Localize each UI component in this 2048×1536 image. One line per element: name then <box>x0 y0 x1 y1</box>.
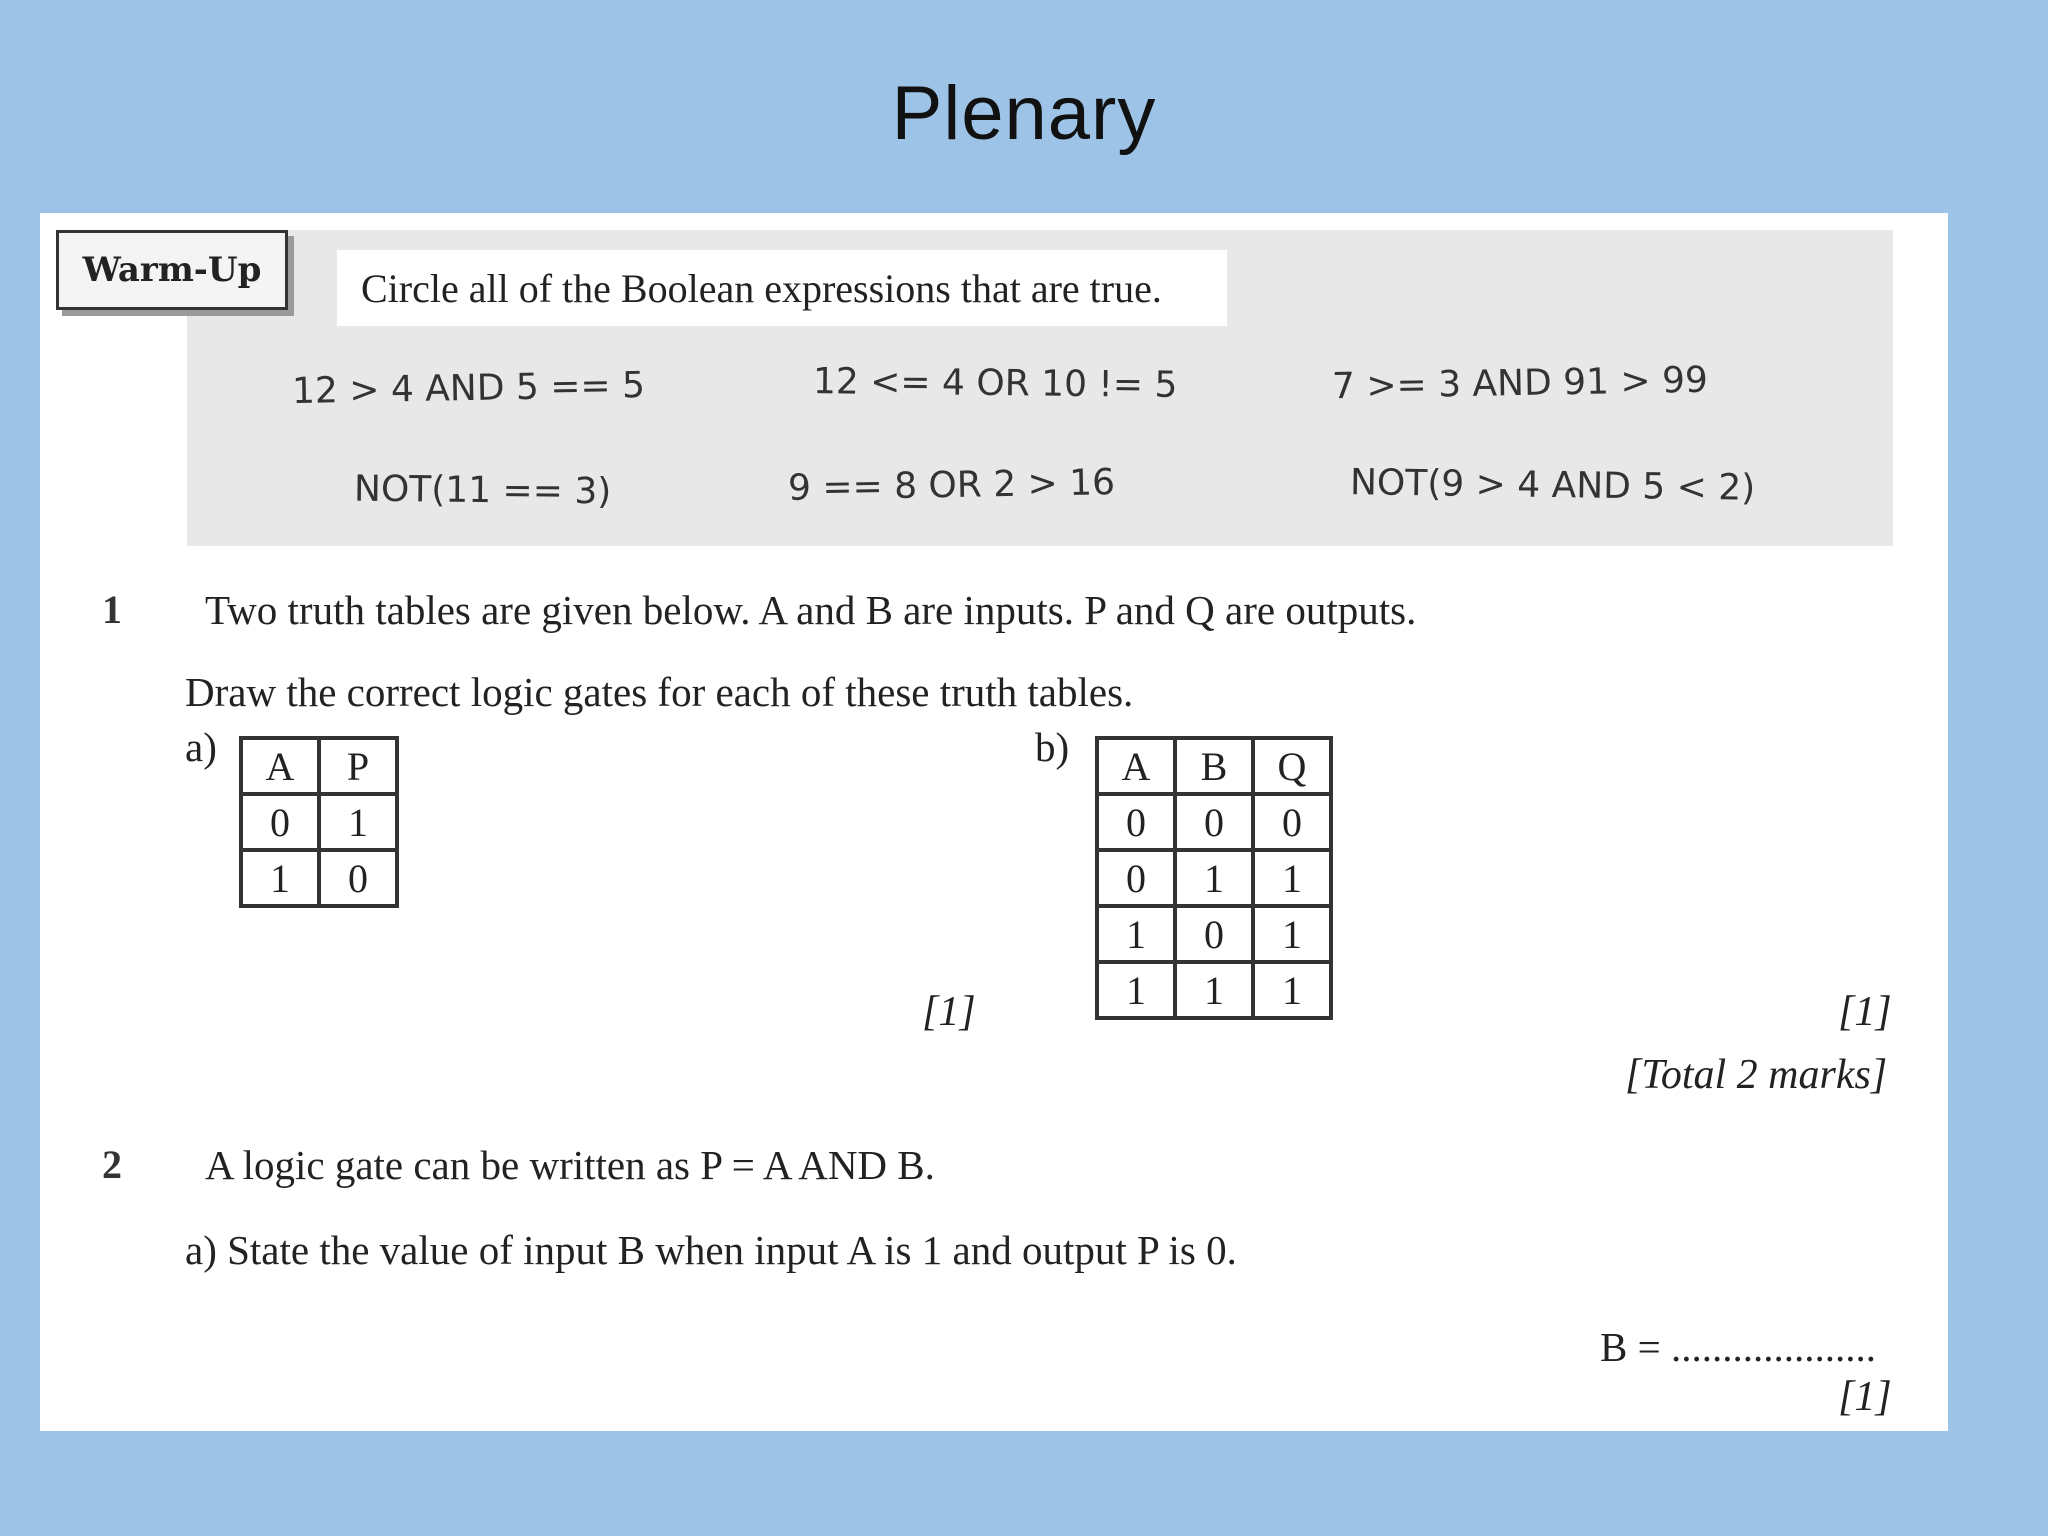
table-a-header-cell: A <box>241 738 319 794</box>
table-b-cell: 0 <box>1097 850 1175 906</box>
table-b-cell: 1 <box>1175 962 1253 1018</box>
table-a-cell: 1 <box>319 794 397 850</box>
expression-4[interactable]: NOT(11 == 3) <box>353 468 612 513</box>
table-a-row <box>241 794 397 850</box>
table-b-cell: 1 <box>1097 906 1175 962</box>
answer-line[interactable]: B = .................... <box>1600 1324 1876 1370</box>
table-a-cell: 1 <box>241 850 319 906</box>
table-b-row <box>1097 794 1331 850</box>
expression-5[interactable]: 9 == 8 OR 2 > 16 <box>787 462 1116 509</box>
worksheet <box>40 213 1948 1431</box>
table-b-header-cell: A <box>1097 738 1175 794</box>
table-b-row <box>1097 962 1331 1018</box>
table-b-cell: 0 <box>1175 906 1253 962</box>
table-b-cell: 1 <box>1175 850 1253 906</box>
expression-6[interactable]: NOT(9 > 4 AND 5 < 2) <box>1349 462 1756 509</box>
part-a-mark: [1] <box>922 989 976 1035</box>
table-b-row <box>1097 906 1331 962</box>
table-b-row <box>1097 850 1331 906</box>
warmup-instruction: Circle all of the Boolean expressions that are true. <box>337 250 1227 326</box>
table-b-cell: 1 <box>1253 962 1331 1018</box>
total-marks: [Total 2 marks] <box>1625 1052 1888 1098</box>
table-b-header-cell: B <box>1175 738 1253 794</box>
expression-2[interactable]: 12 <= 4 OR 10 != 5 <box>812 361 1178 406</box>
question-1-number: 1 <box>102 587 122 632</box>
question-1-text: Two truth tables are given below. A and B are inputs. P and Q are outputs. <box>205 587 1417 633</box>
table-b-cell: 0 <box>1253 794 1331 850</box>
truth-table-b <box>1095 736 1333 1020</box>
part-b-label: b) <box>1035 724 1070 770</box>
table-b-header-row <box>1097 738 1331 794</box>
question-1-instruction: Draw the correct logic gates for each of these truth tables. <box>185 669 1134 715</box>
slide-title: Plenary <box>891 71 1157 156</box>
table-b-header-cell: Q <box>1253 738 1331 794</box>
table-a-header-cell: P <box>319 738 397 794</box>
table-b-cell: 0 <box>1175 794 1253 850</box>
warmup-tag: Warm-Up <box>56 230 288 310</box>
table-a-row <box>241 850 397 906</box>
expression-1[interactable]: 12 > 4 AND 5 == 5 <box>291 364 646 413</box>
truth-table-a <box>239 736 399 908</box>
expression-3[interactable]: 7 >= 3 AND 91 > 99 <box>1331 359 1709 408</box>
table-a-cell: 0 <box>241 794 319 850</box>
table-a-cell: 0 <box>319 850 397 906</box>
part-a-label: a) <box>185 724 217 770</box>
table-b-cell: 1 <box>1097 962 1175 1018</box>
question-2-part-a: a) State the value of input B when input A is 1 and output P is 0. <box>185 1227 1237 1273</box>
question-2-text: A logic gate can be written as P = A AND B. <box>205 1142 935 1188</box>
part-b-mark: [1] <box>1838 989 1892 1035</box>
table-b-cell: 1 <box>1253 850 1331 906</box>
table-b-cell: 0 <box>1097 794 1175 850</box>
table-b-cell: 1 <box>1253 906 1331 962</box>
table-a-header-row <box>241 738 397 794</box>
question-2-number: 2 <box>102 1142 122 1187</box>
question-2-mark: [1] <box>1838 1374 1892 1420</box>
